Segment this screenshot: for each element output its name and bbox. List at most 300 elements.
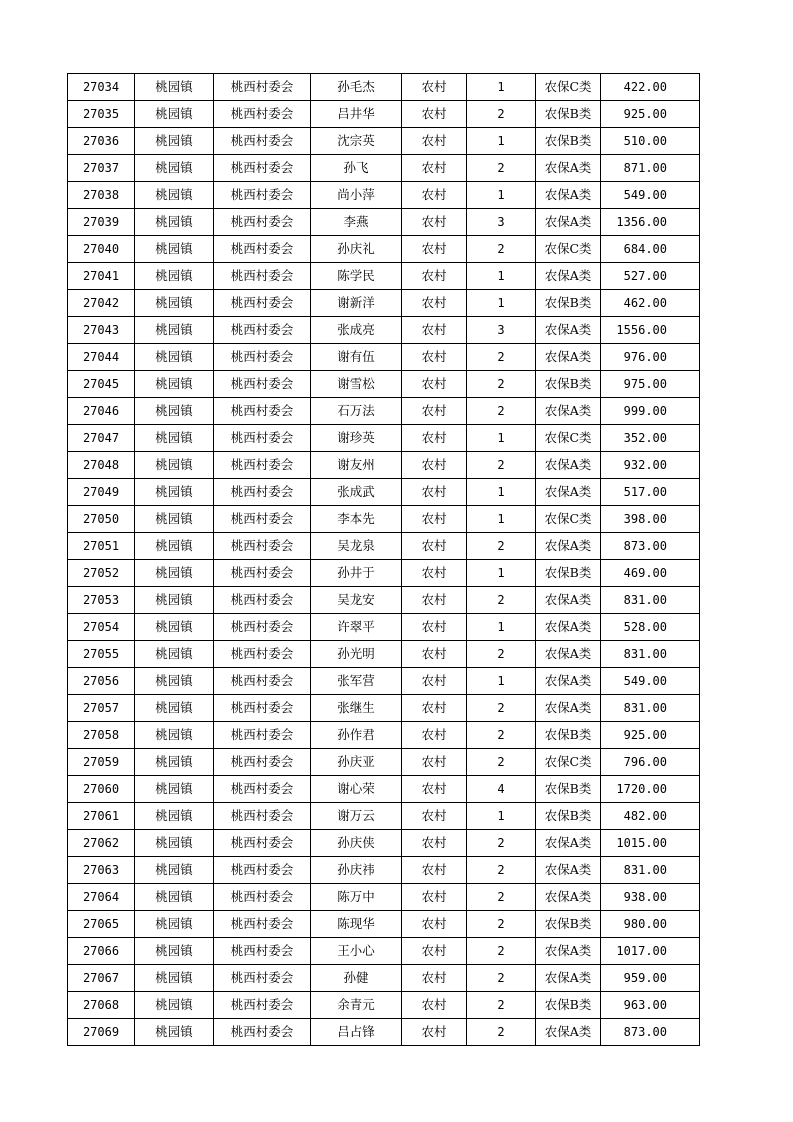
cell-area-type: 农村: [402, 668, 467, 695]
cell-village-committee: 桃西村委会: [214, 74, 311, 101]
cell-town: 桃园镇: [135, 317, 214, 344]
cell-amount: 959.00: [601, 965, 700, 992]
table-row: [68, 182, 700, 209]
cell-record-id: 27053: [68, 587, 135, 614]
cell-household-count: 2: [467, 722, 536, 749]
cell-record-id: 27040: [68, 236, 135, 263]
cell-record-id: 27036: [68, 128, 135, 155]
table-row: [68, 155, 700, 182]
cell-insurance-class: 农保B类: [536, 911, 601, 938]
cell-person-name: 沈宗英: [311, 128, 402, 155]
cell-person-name: 陈万中: [311, 884, 402, 911]
cell-town: 桃园镇: [135, 371, 214, 398]
table-row: [68, 938, 700, 965]
cell-household-count: 2: [467, 344, 536, 371]
cell-town: 桃园镇: [135, 425, 214, 452]
cell-record-id: 27038: [68, 182, 135, 209]
cell-household-count: 2: [467, 992, 536, 1019]
cell-village-committee: 桃西村委会: [214, 1019, 311, 1046]
cell-insurance-class: 农保A类: [536, 155, 601, 182]
cell-town: 桃园镇: [135, 695, 214, 722]
cell-record-id: 27057: [68, 695, 135, 722]
cell-insurance-class: 农保A类: [536, 857, 601, 884]
cell-record-id: 27041: [68, 263, 135, 290]
cell-amount: 482.00: [601, 803, 700, 830]
table-row: [68, 290, 700, 317]
cell-town: 桃园镇: [135, 857, 214, 884]
cell-household-count: 1: [467, 506, 536, 533]
cell-household-count: 2: [467, 398, 536, 425]
cell-amount: 1556.00: [601, 317, 700, 344]
cell-town: 桃园镇: [135, 128, 214, 155]
table-row: [68, 317, 700, 344]
cell-person-name: 孙健: [311, 965, 402, 992]
table-row: [68, 722, 700, 749]
cell-area-type: 农村: [402, 776, 467, 803]
cell-area-type: 农村: [402, 830, 467, 857]
cell-town: 桃园镇: [135, 236, 214, 263]
cell-town: 桃园镇: [135, 1019, 214, 1046]
cell-village-committee: 桃西村委会: [214, 533, 311, 560]
cell-amount: 398.00: [601, 506, 700, 533]
cell-town: 桃园镇: [135, 722, 214, 749]
cell-record-id: 27061: [68, 803, 135, 830]
cell-amount: 684.00: [601, 236, 700, 263]
cell-person-name: 吕占锋: [311, 1019, 402, 1046]
table-row: [68, 668, 700, 695]
cell-household-count: 2: [467, 371, 536, 398]
cell-person-name: 张成武: [311, 479, 402, 506]
cell-insurance-class: 农保C类: [536, 74, 601, 101]
cell-insurance-class: 农保A类: [536, 452, 601, 479]
cell-record-id: 27037: [68, 155, 135, 182]
cell-village-committee: 桃西村委会: [214, 425, 311, 452]
cell-amount: 938.00: [601, 884, 700, 911]
table-row: [68, 560, 700, 587]
cell-person-name: 孙庆侠: [311, 830, 402, 857]
cell-household-count: 2: [467, 938, 536, 965]
cell-amount: 831.00: [601, 857, 700, 884]
cell-person-name: 陈学民: [311, 263, 402, 290]
table-row: [68, 371, 700, 398]
cell-record-id: 27058: [68, 722, 135, 749]
table-row: [68, 344, 700, 371]
cell-amount: 469.00: [601, 560, 700, 587]
cell-amount: 873.00: [601, 1019, 700, 1046]
cell-town: 桃园镇: [135, 641, 214, 668]
cell-village-committee: 桃西村委会: [214, 722, 311, 749]
table-row: [68, 992, 700, 1019]
cell-town: 桃园镇: [135, 209, 214, 236]
cell-household-count: 4: [467, 776, 536, 803]
cell-amount: 925.00: [601, 101, 700, 128]
cell-person-name: 孙庆礼: [311, 236, 402, 263]
cell-amount: 976.00: [601, 344, 700, 371]
cell-person-name: 吴龙安: [311, 587, 402, 614]
cell-area-type: 农村: [402, 479, 467, 506]
cell-person-name: 孙毛杰: [311, 74, 402, 101]
table-row: [68, 452, 700, 479]
cell-area-type: 农村: [402, 236, 467, 263]
cell-village-committee: 桃西村委会: [214, 884, 311, 911]
cell-amount: 527.00: [601, 263, 700, 290]
cell-area-type: 农村: [402, 344, 467, 371]
cell-record-id: 27050: [68, 506, 135, 533]
cell-person-name: 李燕: [311, 209, 402, 236]
cell-person-name: 谢珍英: [311, 425, 402, 452]
cell-amount: 1015.00: [601, 830, 700, 857]
cell-village-committee: 桃西村委会: [214, 209, 311, 236]
cell-household-count: 2: [467, 155, 536, 182]
cell-village-committee: 桃西村委会: [214, 776, 311, 803]
cell-insurance-class: 农保A类: [536, 830, 601, 857]
cell-record-id: 27039: [68, 209, 135, 236]
cell-insurance-class: 农保A类: [536, 182, 601, 209]
cell-record-id: 27063: [68, 857, 135, 884]
cell-insurance-class: 农保A类: [536, 641, 601, 668]
cell-record-id: 27064: [68, 884, 135, 911]
cell-amount: 831.00: [601, 587, 700, 614]
cell-insurance-class: 农保B类: [536, 722, 601, 749]
cell-village-committee: 桃西村委会: [214, 749, 311, 776]
cell-record-id: 27046: [68, 398, 135, 425]
table-row: [68, 425, 700, 452]
cell-area-type: 农村: [402, 641, 467, 668]
cell-village-committee: 桃西村委会: [214, 155, 311, 182]
benefit-roster-table: [67, 73, 700, 1046]
table-row: [68, 236, 700, 263]
cell-amount: 925.00: [601, 722, 700, 749]
cell-village-committee: 桃西村委会: [214, 911, 311, 938]
cell-insurance-class: 农保B类: [536, 560, 601, 587]
cell-area-type: 农村: [402, 290, 467, 317]
cell-person-name: 张成亮: [311, 317, 402, 344]
cell-insurance-class: 农保B类: [536, 101, 601, 128]
cell-person-name: 许翠平: [311, 614, 402, 641]
cell-town: 桃园镇: [135, 74, 214, 101]
cell-town: 桃园镇: [135, 749, 214, 776]
cell-household-count: 1: [467, 74, 536, 101]
cell-area-type: 农村: [402, 155, 467, 182]
cell-amount: 549.00: [601, 668, 700, 695]
cell-amount: 871.00: [601, 155, 700, 182]
cell-town: 桃园镇: [135, 398, 214, 425]
cell-insurance-class: 农保A类: [536, 398, 601, 425]
cell-insurance-class: 农保A类: [536, 587, 601, 614]
cell-village-committee: 桃西村委会: [214, 992, 311, 1019]
table-row: [68, 749, 700, 776]
cell-town: 桃园镇: [135, 803, 214, 830]
cell-record-id: 27060: [68, 776, 135, 803]
cell-person-name: 陈现华: [311, 911, 402, 938]
cell-record-id: 27045: [68, 371, 135, 398]
cell-insurance-class: 农保A类: [536, 884, 601, 911]
cell-person-name: 谢心荣: [311, 776, 402, 803]
cell-record-id: 27066: [68, 938, 135, 965]
cell-village-committee: 桃西村委会: [214, 614, 311, 641]
cell-household-count: 2: [467, 965, 536, 992]
cell-area-type: 农村: [402, 209, 467, 236]
cell-area-type: 农村: [402, 533, 467, 560]
cell-town: 桃园镇: [135, 506, 214, 533]
cell-town: 桃园镇: [135, 830, 214, 857]
cell-area-type: 农村: [402, 695, 467, 722]
cell-area-type: 农村: [402, 965, 467, 992]
cell-insurance-class: 农保C类: [536, 425, 601, 452]
cell-person-name: 孙庆亚: [311, 749, 402, 776]
cell-insurance-class: 农保C类: [536, 749, 601, 776]
cell-village-committee: 桃西村委会: [214, 506, 311, 533]
table-row: [68, 803, 700, 830]
cell-household-count: 2: [467, 587, 536, 614]
cell-village-committee: 桃西村委会: [214, 587, 311, 614]
table-row: [68, 209, 700, 236]
cell-town: 桃园镇: [135, 560, 214, 587]
cell-village-committee: 桃西村委会: [214, 938, 311, 965]
cell-person-name: 谢新洋: [311, 290, 402, 317]
cell-insurance-class: 农保B类: [536, 371, 601, 398]
cell-household-count: 3: [467, 209, 536, 236]
cell-record-id: 27034: [68, 74, 135, 101]
cell-town: 桃园镇: [135, 587, 214, 614]
cell-insurance-class: 农保A类: [536, 1019, 601, 1046]
cell-village-committee: 桃西村委会: [214, 398, 311, 425]
cell-town: 桃园镇: [135, 182, 214, 209]
cell-village-committee: 桃西村委会: [214, 290, 311, 317]
cell-village-committee: 桃西村委会: [214, 857, 311, 884]
cell-person-name: 孙作君: [311, 722, 402, 749]
cell-amount: 873.00: [601, 533, 700, 560]
cell-area-type: 农村: [402, 749, 467, 776]
cell-village-committee: 桃西村委会: [214, 317, 311, 344]
cell-record-id: 27054: [68, 614, 135, 641]
cell-area-type: 农村: [402, 101, 467, 128]
cell-household-count: 2: [467, 1019, 536, 1046]
cell-village-committee: 桃西村委会: [214, 182, 311, 209]
cell-amount: 1017.00: [601, 938, 700, 965]
cell-household-count: 2: [467, 830, 536, 857]
table-row: [68, 884, 700, 911]
cell-person-name: 孙光明: [311, 641, 402, 668]
cell-record-id: 27035: [68, 101, 135, 128]
cell-village-committee: 桃西村委会: [214, 263, 311, 290]
cell-insurance-class: 农保A类: [536, 533, 601, 560]
cell-record-id: 27069: [68, 1019, 135, 1046]
cell-town: 桃园镇: [135, 533, 214, 560]
cell-amount: 980.00: [601, 911, 700, 938]
table-row: [68, 614, 700, 641]
cell-area-type: 农村: [402, 1019, 467, 1046]
table-row: [68, 101, 700, 128]
cell-household-count: 1: [467, 803, 536, 830]
cell-area-type: 农村: [402, 506, 467, 533]
cell-household-count: 2: [467, 533, 536, 560]
cell-person-name: 孙飞: [311, 155, 402, 182]
cell-person-name: 谢万云: [311, 803, 402, 830]
cell-record-id: 27067: [68, 965, 135, 992]
cell-town: 桃园镇: [135, 938, 214, 965]
cell-household-count: 2: [467, 695, 536, 722]
cell-village-committee: 桃西村委会: [214, 560, 311, 587]
cell-amount: 1356.00: [601, 209, 700, 236]
cell-town: 桃园镇: [135, 155, 214, 182]
roster-body: [68, 74, 700, 1046]
table-row: [68, 74, 700, 101]
table-row: [68, 263, 700, 290]
cell-amount: 932.00: [601, 452, 700, 479]
cell-amount: 528.00: [601, 614, 700, 641]
cell-household-count: 1: [467, 263, 536, 290]
cell-area-type: 农村: [402, 614, 467, 641]
table-row: [68, 857, 700, 884]
cell-area-type: 农村: [402, 425, 467, 452]
table-row: [68, 695, 700, 722]
cell-household-count: 1: [467, 128, 536, 155]
table-row: [68, 1019, 700, 1046]
cell-area-type: 农村: [402, 452, 467, 479]
table-row: [68, 128, 700, 155]
cell-area-type: 农村: [402, 992, 467, 1019]
cell-household-count: 2: [467, 749, 536, 776]
cell-area-type: 农村: [402, 317, 467, 344]
cell-record-id: 27044: [68, 344, 135, 371]
table-row: [68, 641, 700, 668]
cell-record-id: 27051: [68, 533, 135, 560]
cell-person-name: 吴龙泉: [311, 533, 402, 560]
cell-insurance-class: 农保A类: [536, 317, 601, 344]
cell-insurance-class: 农保A类: [536, 209, 601, 236]
cell-village-committee: 桃西村委会: [214, 452, 311, 479]
cell-amount: 831.00: [601, 695, 700, 722]
cell-record-id: 27052: [68, 560, 135, 587]
cell-record-id: 27048: [68, 452, 135, 479]
cell-area-type: 农村: [402, 803, 467, 830]
cell-insurance-class: 农保B类: [536, 290, 601, 317]
cell-person-name: 石万法: [311, 398, 402, 425]
cell-amount: 517.00: [601, 479, 700, 506]
cell-amount: 510.00: [601, 128, 700, 155]
table-row: [68, 533, 700, 560]
cell-household-count: 1: [467, 560, 536, 587]
cell-insurance-class: 农保B类: [536, 803, 601, 830]
cell-town: 桃园镇: [135, 965, 214, 992]
cell-record-id: 27047: [68, 425, 135, 452]
cell-household-count: 3: [467, 317, 536, 344]
cell-person-name: 孙井于: [311, 560, 402, 587]
cell-area-type: 农村: [402, 371, 467, 398]
cell-person-name: 吕井华: [311, 101, 402, 128]
cell-amount: 796.00: [601, 749, 700, 776]
cell-record-id: 27056: [68, 668, 135, 695]
cell-area-type: 农村: [402, 911, 467, 938]
cell-household-count: 2: [467, 641, 536, 668]
cell-village-committee: 桃西村委会: [214, 236, 311, 263]
cell-town: 桃园镇: [135, 668, 214, 695]
table-row: [68, 776, 700, 803]
table-row: [68, 830, 700, 857]
cell-person-name: 谢有伍: [311, 344, 402, 371]
cell-area-type: 农村: [402, 857, 467, 884]
cell-record-id: 27062: [68, 830, 135, 857]
cell-person-name: 余青元: [311, 992, 402, 1019]
cell-record-id: 27065: [68, 911, 135, 938]
cell-household-count: 1: [467, 290, 536, 317]
cell-village-committee: 桃西村委会: [214, 830, 311, 857]
cell-insurance-class: 农保A类: [536, 938, 601, 965]
cell-town: 桃园镇: [135, 479, 214, 506]
cell-amount: 963.00: [601, 992, 700, 1019]
cell-record-id: 27043: [68, 317, 135, 344]
cell-area-type: 农村: [402, 398, 467, 425]
cell-area-type: 农村: [402, 128, 467, 155]
cell-town: 桃园镇: [135, 344, 214, 371]
cell-village-committee: 桃西村委会: [214, 641, 311, 668]
cell-person-name: 谢友州: [311, 452, 402, 479]
cell-insurance-class: 农保B类: [536, 992, 601, 1019]
cell-insurance-class: 农保A类: [536, 479, 601, 506]
cell-insurance-class: 农保B类: [536, 128, 601, 155]
cell-amount: 999.00: [601, 398, 700, 425]
cell-household-count: 2: [467, 452, 536, 479]
cell-amount: 549.00: [601, 182, 700, 209]
cell-area-type: 农村: [402, 938, 467, 965]
table-row: [68, 965, 700, 992]
cell-household-count: 2: [467, 884, 536, 911]
cell-town: 桃园镇: [135, 263, 214, 290]
cell-village-committee: 桃西村委会: [214, 479, 311, 506]
cell-area-type: 农村: [402, 884, 467, 911]
cell-village-committee: 桃西村委会: [214, 128, 311, 155]
cell-town: 桃园镇: [135, 911, 214, 938]
cell-person-name: 孙庆祎: [311, 857, 402, 884]
cell-insurance-class: 农保A类: [536, 695, 601, 722]
cell-amount: 831.00: [601, 641, 700, 668]
cell-household-count: 2: [467, 101, 536, 128]
cell-village-committee: 桃西村委会: [214, 803, 311, 830]
cell-town: 桃园镇: [135, 776, 214, 803]
cell-insurance-class: 农保A类: [536, 668, 601, 695]
cell-amount: 1720.00: [601, 776, 700, 803]
cell-village-committee: 桃西村委会: [214, 965, 311, 992]
cell-record-id: 27042: [68, 290, 135, 317]
cell-household-count: 1: [467, 614, 536, 641]
table-row: [68, 398, 700, 425]
cell-village-committee: 桃西村委会: [214, 371, 311, 398]
cell-amount: 422.00: [601, 74, 700, 101]
cell-town: 桃园镇: [135, 884, 214, 911]
cell-household-count: 2: [467, 857, 536, 884]
cell-record-id: 27059: [68, 749, 135, 776]
cell-household-count: 1: [467, 668, 536, 695]
cell-insurance-class: 农保C类: [536, 236, 601, 263]
cell-area-type: 农村: [402, 587, 467, 614]
cell-village-committee: 桃西村委会: [214, 101, 311, 128]
cell-area-type: 农村: [402, 182, 467, 209]
cell-amount: 975.00: [601, 371, 700, 398]
cell-person-name: 尚小萍: [311, 182, 402, 209]
cell-person-name: 王小心: [311, 938, 402, 965]
table-row: [68, 506, 700, 533]
cell-person-name: 张继生: [311, 695, 402, 722]
cell-person-name: 张军营: [311, 668, 402, 695]
cell-insurance-class: 农保A类: [536, 614, 601, 641]
cell-record-id: 27068: [68, 992, 135, 1019]
cell-village-committee: 桃西村委会: [214, 344, 311, 371]
cell-amount: 352.00: [601, 425, 700, 452]
cell-insurance-class: 农保B类: [536, 776, 601, 803]
cell-area-type: 农村: [402, 74, 467, 101]
cell-insurance-class: 农保A类: [536, 263, 601, 290]
